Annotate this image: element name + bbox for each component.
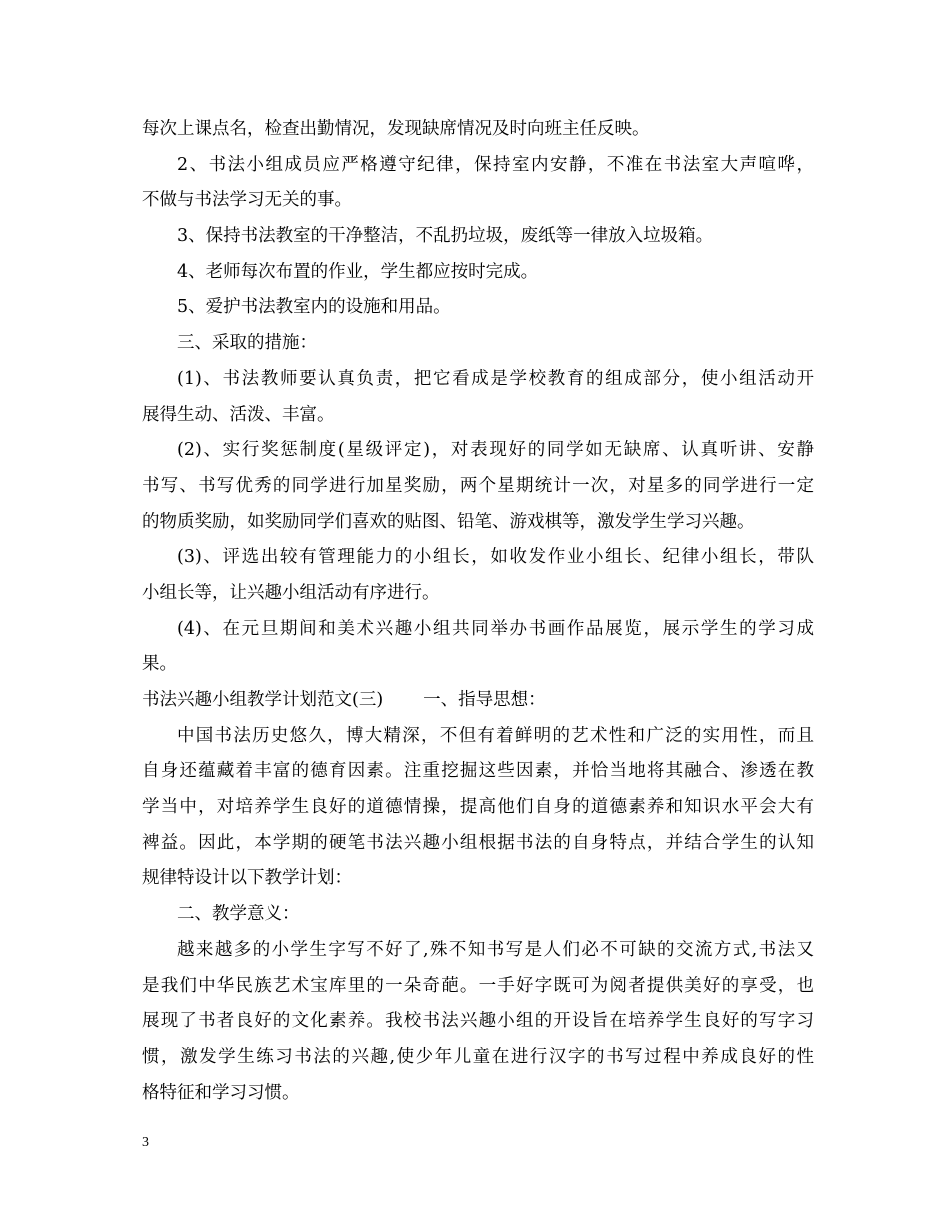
text-line: 不做与书法学习无关的事。 — [142, 190, 352, 211]
document-body — [142, 112, 814, 1111]
text-line: 三、采取的措施： — [177, 333, 317, 354]
text-line: 是我们中华民族艺术宝库里的一朵奇葩。一手好字既可为阅者提供美好的享受，也 — [142, 975, 814, 996]
section-title: 书法兴趣小组教学计划范文(三) — [142, 690, 384, 710]
text-line: 3、保持书法教室的干净整洁，不乱扔垃圾，废纸等一律放入垃圾箱。 — [177, 226, 714, 247]
section-heading — [142, 683, 814, 719]
text-line: (1)、书法教师要认真负责，把它看成是学校教育的组成部分，使小组活动开 — [177, 368, 814, 389]
text-line: 中国书法历史悠久，博大精深，不但有着鲜明的艺术性和广泛的实用性，而且 — [177, 725, 814, 746]
text-line: 小组长等，让兴趣小组活动有序进行。 — [142, 582, 440, 603]
text-line: (2)、实行奖惩制度(星级评定)，对表现好的同学如无缺席、认真听讲、安静 — [177, 440, 814, 461]
text-line: 5、爱护书法教室内的设施和用品。 — [177, 297, 451, 318]
page-number: 3 — [142, 1135, 149, 1150]
text-line: (4)、在元旦期间和美术兴趣小组共同举办书画作品展览，展示学生的学习成 — [177, 618, 814, 639]
text-line: (3)、评选出较有管理能力的小组长，如收发作业小组长、纪律小组长，带队 — [177, 547, 814, 568]
section-subtitle: 一、指导思想： — [423, 690, 546, 710]
text-line: 果。 — [142, 654, 177, 675]
text-line: 4、老师每次布置的作业，学生都应按时完成。 — [177, 261, 539, 282]
text-line: 裨益。因此，本学期的硬笔书法兴趣小组根据书法的自身特点，并结合学生的认知 — [142, 832, 814, 853]
text-line: 展得生动、活泼、丰富。 — [142, 404, 335, 425]
text-line: 每次上课点名，检查出勤情况，发现缺席情况及时向班主任反映。 — [142, 119, 650, 139]
text-line: 自身还蕴藏着丰富的德育因素。注重挖掘这些因素，并恰当地将其融合、渗透在教 — [142, 761, 814, 782]
text-line: 学当中，对培养学生良好的道德情操，提高他们自身的道德素养和知识水平会大有 — [142, 797, 814, 818]
text-line: 2、书法小组成员应严格遵守纪律，保持室内安静，不准在书法室大声喧哗， — [177, 154, 814, 175]
text-line: 的物质奖励，如奖励同学们喜欢的贴图、铅笔、游戏棋等，激发学生学习兴趣。 — [142, 511, 755, 532]
text-line: 惯，激发学生练习书法的兴趣,使少年儿童在进行汉字的书写过程中养成良好的性 — [142, 1046, 814, 1067]
text-line: 展现了书者良好的文化素养。我校书法兴趣小组的开设旨在培养学生良好的写字习 — [142, 1011, 814, 1032]
paragraph-block-rules-and-measures — [142, 112, 814, 683]
paragraph-block-guiding-ideas — [142, 719, 814, 1112]
text-line: 书写、书写优秀的同学进行加星奖励，两个星期统计一次，对星多的同学进行一定 — [142, 475, 814, 496]
text-line: 越来越多的小学生字写不好了,殊不知书写是人们必不可缺的交流方式,书法又 — [177, 939, 814, 960]
text-line: 规律特设计以下教学计划： — [142, 868, 352, 889]
text-line: 二、教学意义： — [177, 904, 300, 925]
text-line: 格特征和学习习惯。 — [142, 1082, 300, 1103]
